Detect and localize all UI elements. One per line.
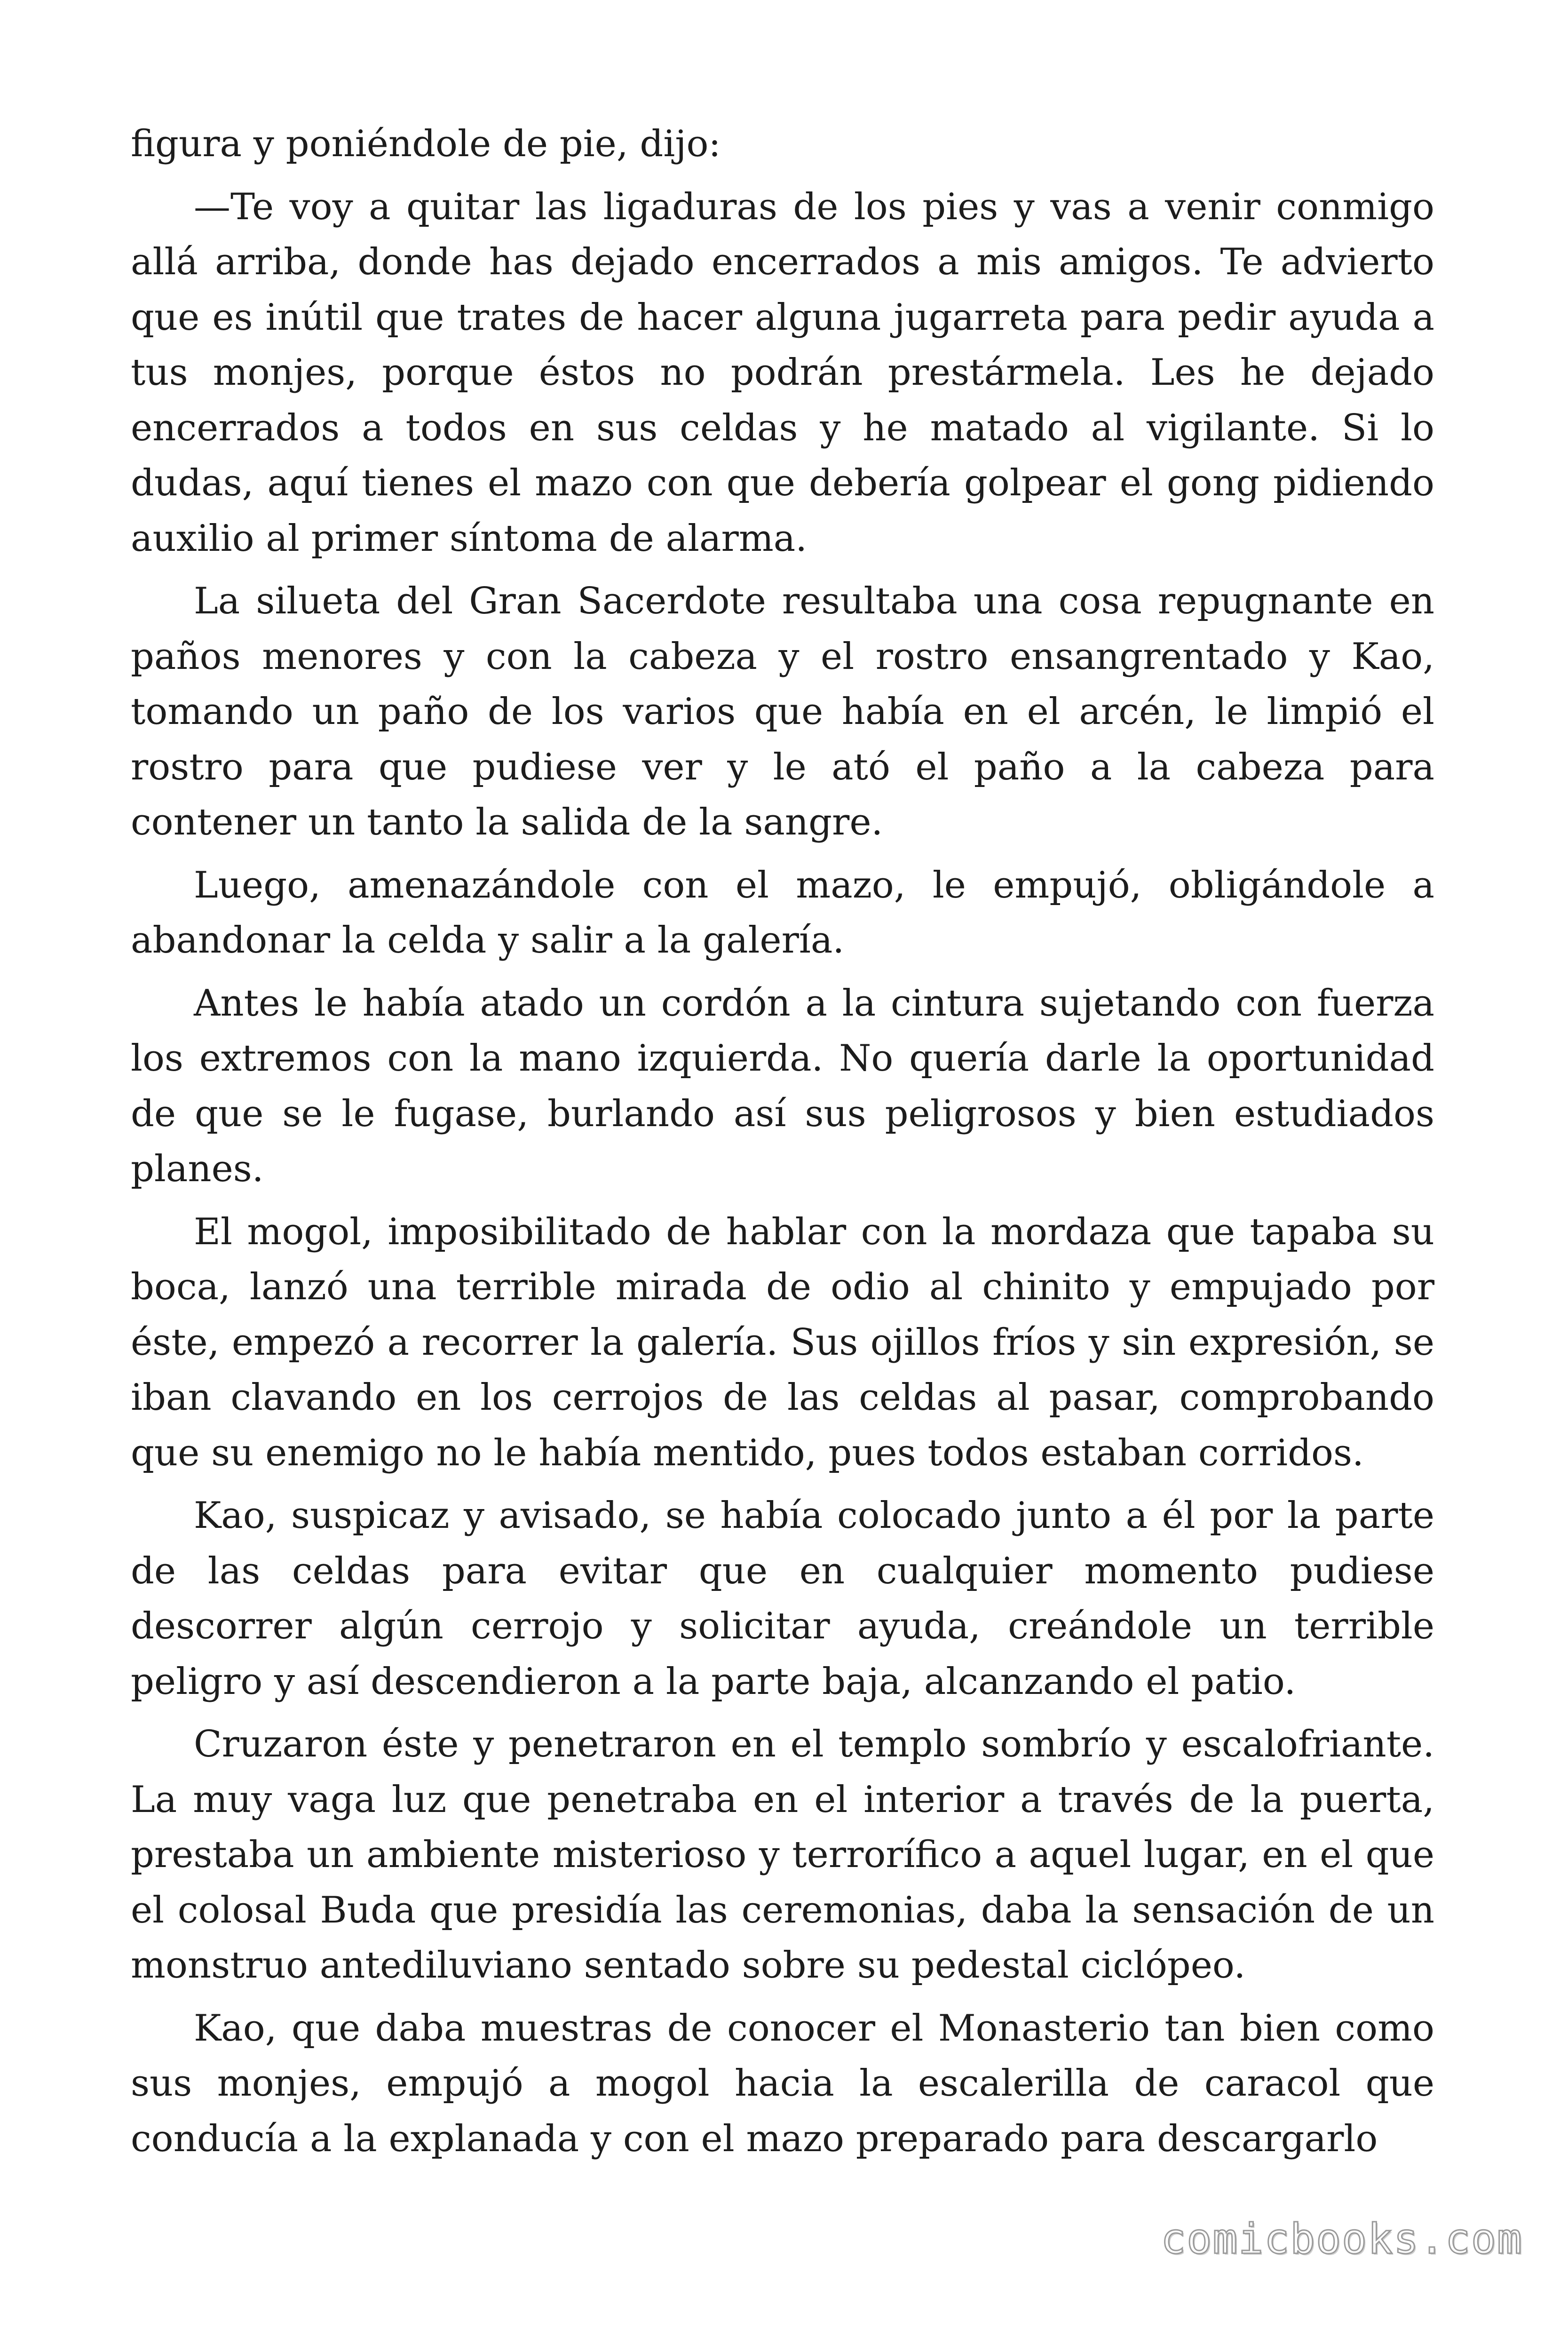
paragraph-4: Luego, amenazándole con el mazo, le empujó, obligándole a abandonar la celda y salir a la galería.	[131, 864, 1434, 961]
paragraph-9: Kao, que daba muestras de conocer el Monasterio tan bien como sus monjes, empujó a mogol hacia la escalerilla de caracol que conducía a la explanada y con el mazo preparado para descargarlo	[131, 2007, 1434, 2160]
paragraph-6: El mogol, imposibilitado de hablar con la mordaza que tapaba su boca, lanzó una terrible mirada de odio al chinito y empujado por éste, empezó a recorrer la galería. Sus ojillos fríos y sin expresión, se iban clavando en los cerrojos de las celdas al pasar, comprobando que su enemigo no le había mentido, pues todos estaban corridos.	[131, 1210, 1434, 1474]
page-text	[131, 117, 1434, 2174]
paragraph-7: Kao, suspicaz y avisado, se había colocado junto a él por la parte de las celdas para evitar que en cualquier momento pudiese descorrer algún cerrojo y solicitar ayuda, creándole un terrible peligro y así descendieron a la parte baja, alcanzando el patio.	[131, 1494, 1434, 1703]
paragraph-1: figura y poniéndole de pie, dijo:	[131, 123, 721, 165]
paragraph-2: —Te voy a quitar las ligaduras de los pies y vas a venir conmigo allá arriba, donde has dejado encerrados a mis amigos. Te advierto que es inútil que trates de hacer alguna jugarreta para pedir ayuda a tus monjes, porque éstos no podrán prestármela. Les he dejado encerrados a todos en sus celdas y he matado al vigilante. Si lo dudas, aquí tienes el mazo con que debería golpear el gong pidiendo auxilio al primer síntoma de alarma.	[131, 185, 1434, 560]
watermark: comicbooks.com	[1161, 2215, 1523, 2263]
paragraph-3: La silueta del Gran Sacerdote resultaba una cosa repugnante en paños menores y con la cabeza y el rostro ensangrentado y Kao, tomando un paño de los varios que había en el arcén, le limpió el rostro para que pudiese ver y le ató el paño a la cabeza para contener un tanto la salida de la sangre.	[131, 580, 1434, 843]
paragraph-5: Antes le había atado un cordón a la cintura sujetando con fuerza los extremos con la mano izquierda. No quería darle la oportunidad de que se le fugase, burlando así sus peligrosos y bien estudiados planes.	[131, 982, 1434, 1190]
paragraph-8: Cruzaron éste y penetraron en el templo sombrío y escalofriante. La muy vaga luz que penetraba en el interior a través de la puerta, prestaba un ambiente misterioso y terrorífico a aquel lugar, en el que el colosal Buda que presidía las ceremonias, daba la sensación de un monstruo antediluviano sentado sobre su pedestal ciclópeo.	[131, 1723, 1434, 1986]
